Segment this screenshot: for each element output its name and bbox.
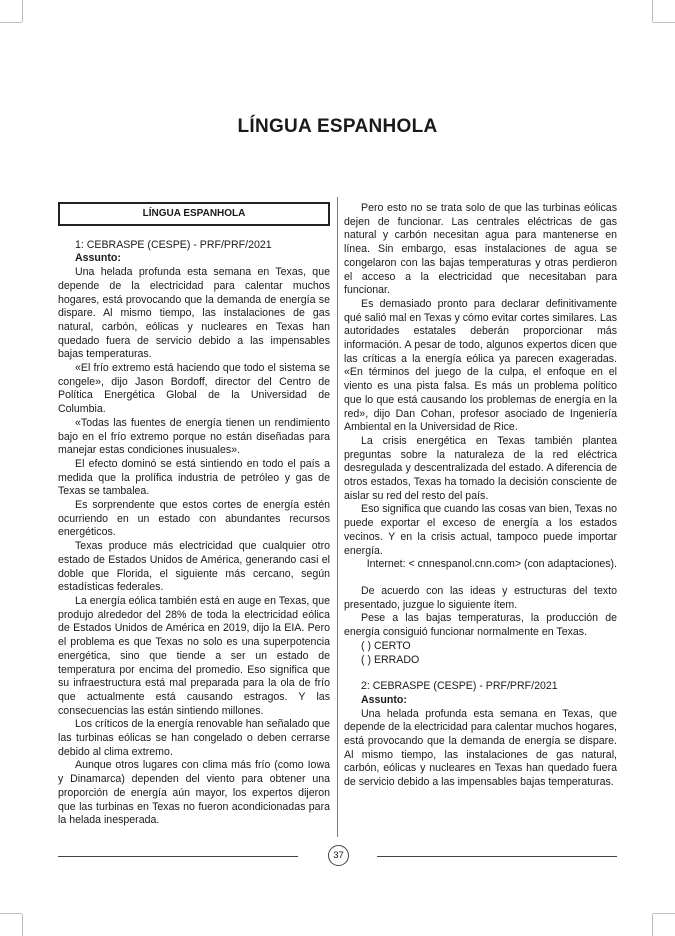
option-errado[interactable]: ( ) ERRADO — [361, 653, 420, 666]
question-1-statement: Pese a las bajas temperaturas, la producción de energía consiguió funcionar normalmente en Texas. — [344, 612, 617, 639]
question-1-paragraph: Es sorprendente que estos cortes de energía estén ocurriendo en un estado con abundantes recursos energéticos. — [58, 499, 330, 539]
right-column — [344, 202, 617, 790]
crop-mark — [0, 913, 22, 914]
left-column — [58, 202, 330, 828]
footer-line — [58, 856, 298, 857]
question-2-header: 2: CEBRASPE (CESPE) - PRF/PRF/2021 — [361, 680, 558, 693]
page-title: LÍNGUA ESPANHOLA — [237, 116, 438, 137]
crop-mark — [652, 914, 653, 936]
source-citation: Internet: < cnnespanol.cnn.com> (con adaptaciones). — [366, 558, 617, 571]
question-1-paragraph: «El frío extremo está haciendo que todo el sistema se congele», dijo Jason Bordoff, director del Centro de Política Energética Global de la Universidad de Columbia. — [58, 362, 330, 416]
question-1-paragraph: Los críticos de la energía renovable han señalado que las turbinas eólicas se han congelado o deben cerrarse debido al clima extremo. — [58, 718, 331, 758]
question-1-paragraph: La energía eólica también está en auge en Texas, que produjo alrededor del 28% de toda la electricidad eólica de Estados Unidos de América en 2019, dijo la EIA. Pero el problema es que Texas no solo es una superpotencia energética, sino que tiende a ser un estado de temperatura por encima del promedio. Eso significa que su infraestructura está mal preparada para la ola de frío que actualmente está causando estragos. Y las consecuencias las están sintiendo millones. — [58, 594, 330, 717]
footer-line — [377, 856, 617, 857]
question-1-paragraph: Eso significa que cuando las cosas van bien, Texas no puede exportar el exceso de energía a los estados vecinos. Y en la crisis actual, tampoco puede importar energía. — [344, 503, 617, 557]
question-1-paragraph: Pero esto no se trata solo de que las turbinas eólicas dejen de funcionar. Las centrales eléctricas de gas natural y carbón necesitan agua para mantenerse en línea. Sin embargo, esas instalaciones de agua se congelaron con las bajas temperaturas y otras perdieron el acceso a la electricidad que necesitaban para funcionar. — [344, 202, 617, 297]
option-certo[interactable]: ( ) CERTO — [361, 639, 411, 652]
question-1-paragraph: El efecto dominó se está sintiendo en todo el país a medida que la prolífica industria de petróleo y gas de Texas se tambalea. — [58, 457, 330, 498]
question-1-paragraph: «Todas las fuentes de energía tienen un rendimiento bajo en el frío extremo porque no están diseñadas para manejar estas condiciones inusuales». — [58, 416, 330, 457]
crop-mark — [653, 913, 675, 914]
question-1-paragraph: Aunque otros lugares con clima más frío (como Iowa y Dinamarca) dependen del viento para obtener una proporción de energía aún mayor, los expertos dijeron que las turbinas en Texas no fueron acondicionadas para la helada inesperada. — [58, 759, 330, 827]
question-1-header: 1: CEBRASPE (CESPE) - PRF/PRF/2021 — [75, 238, 272, 251]
question-1-paragraph: Es demasiado pronto para declarar definitivamente qué salió mal en Texas y cómo evitar cortes similares. Las autoridades estatales deberán proporcionar más información. A pesar de todo, algunos expertos dicen que las críticas a la energía eólica ya parecen exageradas. «En términos del juego de la culpa, el enfoque en el viento es una pista falsa. Es más un problema político que lo que está causando los problemas de energía en la red», dijo Dan Cohan, profesor asociado de Ingeniería Ambiental en la Universidad de Rice. — [344, 297, 618, 434]
question-1-paragraph: La crisis energética en Texas también plantea preguntas sobre la naturaleza de la red eléctrica desregulada y descentralizada del estado. A diferencia de otros estados, Texas ha tomado la decisión consciente de aislar su red del resto del país. — [344, 434, 617, 502]
question-1-instruction: De acuerdo con las ideas y estructuras del texto presentado, juzgue lo siguiente ítem. — [344, 584, 617, 611]
section-box: LÍNGUA ESPANHOLA — [58, 202, 330, 226]
crop-mark — [22, 0, 23, 22]
crop-mark — [653, 22, 675, 23]
question-1-subject: Assunto: — [75, 252, 121, 265]
question-2-paragraph: Una helada profunda esta semana en Texas, que depende de la electricidad para calentar muchos hogares, está provocando que la demanda de energía se dispare. Al mismo tiempo, las instalaciones de gas natural, carbón, eólicas y nucleares en Texas han quedado fuera de servicio debido a las impensables bajas temperaturas. — [344, 707, 617, 789]
crop-mark — [22, 914, 23, 936]
question-1-paragraph: Texas produce más electricidad que cualquier otro estado de Estados Unidos de América, generando casi el doble que Florida, el siguiente más cercano, según estadísticas federales. — [58, 540, 330, 594]
question-2-subject: Assunto: — [361, 693, 407, 706]
crop-mark — [0, 22, 22, 23]
crop-mark — [652, 0, 653, 22]
question-1-paragraph: Una helada profunda esta semana en Texas, que depende de la electricidad para calentar muchos hogares, está provocando que la demanda de energía se dispare. Al mismo tiempo, las instalaciones de gas natural, carbón, eólicas y nucleares en Texas han quedado fuera de servicio debido a las impensables bajas temperaturas. — [58, 266, 330, 361]
page-number: 37 — [328, 845, 349, 866]
column-divider — [337, 197, 338, 837]
